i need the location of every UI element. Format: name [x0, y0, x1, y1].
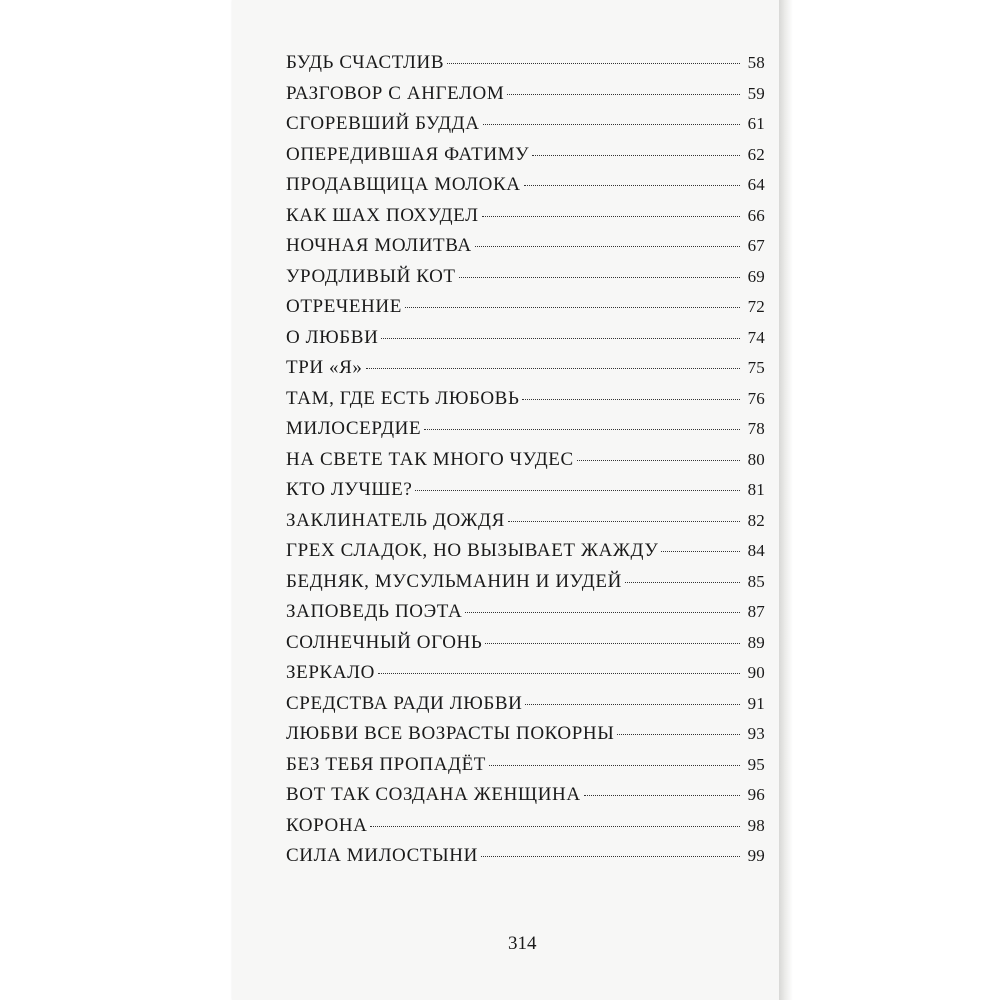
toc-entry — [286, 815, 765, 846]
toc-dot-leader — [532, 155, 740, 156]
toc-dot-leader — [381, 338, 740, 339]
toc-entry — [286, 693, 765, 724]
toc-entry-page: 61 — [747, 114, 765, 133]
toc-entry-page: 87 — [747, 602, 765, 621]
toc-dot-leader — [424, 429, 740, 430]
toc-entry — [286, 845, 765, 876]
toc-entry-title: ГРЕХ СЛАДОК, НО ВЫЗЫВАЕТ ЖАЖДУ — [286, 540, 659, 561]
toc-dot-leader — [475, 246, 740, 247]
toc-entry-title: БУДЬ СЧАСТЛИВ — [286, 52, 445, 73]
toc-entry-page: 74 — [747, 327, 765, 347]
page-edge-shadow — [779, 0, 793, 1000]
toc-dot-leader — [617, 734, 740, 735]
toc-entry-page: 96 — [747, 785, 765, 804]
toc-entry — [286, 479, 765, 510]
toc-dot-leader — [481, 856, 740, 857]
toc-entry-page: 62 — [747, 144, 765, 164]
toc-entry-title: РАЗГОВОР С АНГЕЛОМ — [286, 82, 505, 104]
toc-entry-page: 99 — [747, 846, 765, 865]
toc-entry — [286, 662, 765, 693]
toc-entry — [286, 540, 765, 571]
toc-entry-title: ЗЕРКАЛО — [286, 662, 375, 683]
toc-entry-title: СИЛА МИЛОСТЫНИ — [286, 845, 478, 866]
toc-entry-title: НА СВЕТЕ ТАК МНОГО ЧУДЕС — [286, 448, 574, 470]
toc-dot-leader — [465, 612, 740, 613]
toc-dot-leader — [370, 826, 740, 827]
toc-entry-page: 75 — [747, 358, 765, 377]
toc-entry — [286, 235, 765, 266]
toc-entry-title: СГОРЕВШИЙ БУДДА — [286, 113, 480, 134]
toc-entry-title: ПРОДАВЩИЦА МОЛОКА — [286, 174, 521, 195]
toc-entry-title: КТО ЛУЧШЕ? — [286, 479, 413, 500]
toc-entry — [286, 174, 765, 205]
toc-entry-title: СРЕДСТВА РАДИ ЛЮБВИ — [286, 692, 523, 714]
toc-entry — [286, 510, 765, 541]
toc-entry — [286, 449, 765, 480]
toc-entry-title: НОЧНАЯ МОЛИТВА — [286, 235, 472, 256]
toc-dot-leader — [459, 277, 740, 278]
toc-entry-page: 76 — [747, 388, 765, 408]
toc-entry-page: 78 — [747, 419, 765, 438]
toc-entry-page: 95 — [747, 754, 765, 774]
toc-entry-title: МИЛОСЕРДИЕ — [286, 418, 422, 439]
toc-dot-leader — [508, 521, 740, 522]
toc-entry — [286, 205, 765, 236]
toc-entry — [286, 52, 765, 83]
toc-entry-page: 81 — [747, 480, 765, 499]
toc-dot-leader — [525, 704, 740, 705]
table-of-contents — [286, 52, 765, 876]
toc-entry — [286, 784, 765, 815]
toc-entry-title: ЗАКЛИНАТЕЛЬ ДОЖДЯ — [286, 509, 505, 531]
toc-entry — [286, 632, 765, 663]
toc-entry-page: 72 — [747, 297, 765, 316]
toc-dot-leader — [447, 63, 740, 64]
toc-dot-leader — [524, 185, 740, 186]
toc-entry-title: ЗАПОВЕДЬ ПОЭТА — [286, 601, 463, 622]
toc-entry — [286, 327, 765, 358]
toc-entry-page: 80 — [747, 449, 765, 469]
toc-entry-page: 58 — [747, 53, 765, 72]
toc-entry — [286, 113, 765, 144]
toc-entry-title: БЕДНЯК, МУСУЛЬМАНИН И ИУДЕЙ — [286, 570, 622, 592]
toc-entry-title: КАК ШАХ ПОХУДЕЛ — [286, 204, 479, 226]
toc-entry-title: ВОТ ТАК СОЗДАНА ЖЕНЩИНА — [286, 784, 581, 805]
toc-entry-page: 59 — [747, 83, 765, 103]
toc-dot-leader — [661, 551, 740, 552]
toc-entry-page: 69 — [747, 266, 765, 286]
toc-dot-leader — [378, 673, 740, 674]
toc-entry-title: ОТРЕЧЕНИЕ — [286, 296, 402, 317]
toc-dot-leader — [489, 765, 740, 766]
toc-entry-page: 67 — [747, 236, 765, 255]
toc-entry-title: ОПЕРЕДИВШАЯ ФАТИМУ — [286, 143, 530, 165]
toc-entry — [286, 754, 765, 785]
toc-entry-page: 84 — [747, 541, 765, 560]
toc-entry-title: ТАМ, ГДЕ ЕСТЬ ЛЮБОВЬ — [286, 387, 520, 409]
toc-entry-title: ЛЮБВИ ВСЕ ВОЗРАСТЫ ПОКОРНЫ — [286, 723, 615, 744]
toc-entry-title: КОРОНА — [286, 814, 368, 836]
toc-dot-leader — [522, 399, 740, 400]
toc-entry-page: 91 — [747, 693, 765, 713]
toc-dot-leader — [625, 582, 740, 583]
toc-dot-leader — [483, 124, 740, 125]
toc-dot-leader — [485, 643, 740, 644]
toc-entry-title: УРОДЛИВЫЙ КОТ — [286, 265, 456, 287]
toc-dot-leader — [584, 795, 740, 796]
toc-entry — [286, 144, 765, 175]
toc-dot-leader — [507, 94, 740, 95]
toc-entry-page: 82 — [747, 510, 765, 530]
toc-entry-title: БЕЗ ТЕБЯ ПРОПАДЁТ — [286, 753, 486, 775]
toc-entry — [286, 296, 765, 327]
toc-dot-leader — [366, 368, 740, 369]
toc-entry-page: 89 — [747, 632, 765, 652]
toc-entry — [286, 418, 765, 449]
toc-entry-page: 85 — [747, 571, 765, 591]
toc-entry-title: СОЛНЕЧНЫЙ ОГОНЬ — [286, 631, 483, 653]
toc-entry-page: 93 — [747, 724, 765, 743]
toc-dot-leader — [405, 307, 740, 308]
toc-dot-leader — [482, 216, 740, 217]
toc-entry — [286, 723, 765, 754]
toc-entry-title: О ЛЮБВИ — [286, 326, 379, 348]
toc-entry — [286, 266, 765, 297]
toc-entry — [286, 601, 765, 632]
toc-entry — [286, 388, 765, 419]
toc-entry-page: 64 — [747, 175, 765, 194]
toc-entry-page: 66 — [747, 205, 765, 225]
toc-entry — [286, 571, 765, 602]
toc-dot-leader — [415, 490, 740, 491]
toc-dot-leader — [577, 460, 740, 461]
page-number: 314 — [508, 933, 537, 954]
toc-entry-page: 90 — [747, 663, 765, 682]
toc-entry-page: 98 — [747, 815, 765, 835]
toc-entry — [286, 357, 765, 388]
toc-entry — [286, 83, 765, 114]
toc-entry-title: ТРИ «Я» — [286, 357, 363, 378]
